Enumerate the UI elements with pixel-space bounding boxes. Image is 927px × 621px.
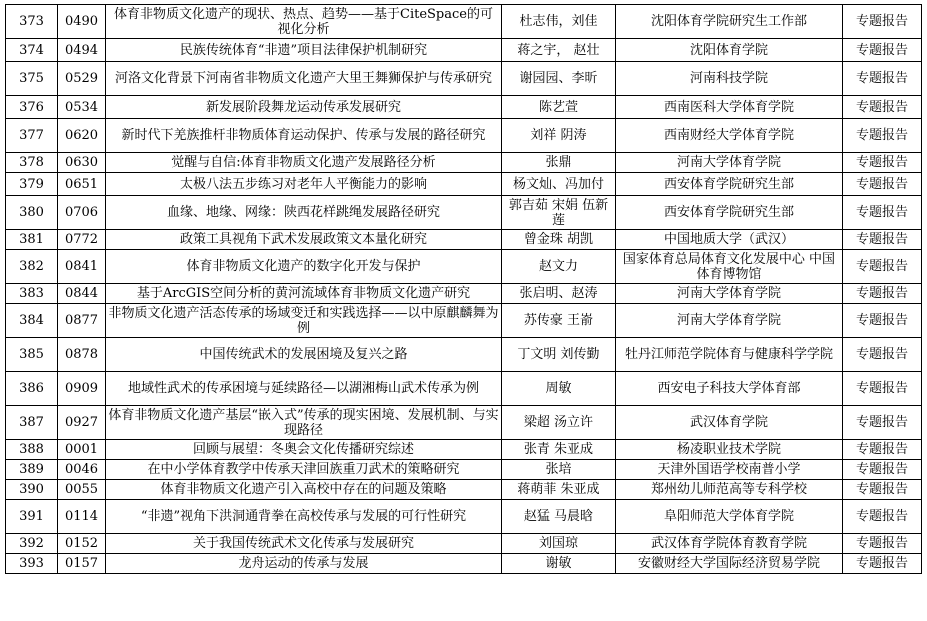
presentation-type: 专题报告 bbox=[843, 460, 922, 480]
paper-organization: 郑州幼儿师范高等专科学校 bbox=[616, 480, 843, 500]
paper-organization: 河南科技学院 bbox=[616, 62, 843, 96]
paper-code: 0651 bbox=[58, 173, 106, 196]
paper-authors: 谢敏 bbox=[502, 554, 616, 574]
paper-code: 0157 bbox=[58, 554, 106, 574]
paper-organization: 西南财经大学体育学院 bbox=[616, 119, 843, 153]
presentation-type: 专题报告 bbox=[843, 96, 922, 119]
row-number: 376 bbox=[6, 96, 58, 119]
paper-title: 新时代下羌族推杆非物质体育运动保护、传承与发展的路径研究 bbox=[106, 119, 502, 153]
paper-authors: 张青 朱亚成 bbox=[502, 440, 616, 460]
row-number: 392 bbox=[6, 534, 58, 554]
paper-title: 体育非物质文化遗产的数字化开发与保护 bbox=[106, 250, 502, 284]
table-row bbox=[6, 39, 922, 62]
paper-title: 觉醒与自信:体育非物质文化遗产发展路径分析 bbox=[106, 153, 502, 173]
presentation-type: 专题报告 bbox=[843, 196, 922, 230]
presentation-type: 专题报告 bbox=[843, 440, 922, 460]
row-number: 379 bbox=[6, 173, 58, 196]
table-row bbox=[6, 554, 922, 574]
paper-organization: 国家体育总局体育文化发展中心 中国体育博物馆 bbox=[616, 250, 843, 284]
paper-title: 河洛文化背景下河南省非物质文化遗产大里王舞狮保护与传承研究 bbox=[106, 62, 502, 96]
paper-authors: 蒋之宇， 赵壮 bbox=[502, 39, 616, 62]
paper-code: 0490 bbox=[58, 5, 106, 39]
table-row bbox=[6, 250, 922, 284]
paper-title: 地域性武术的传承困境与延续路径—以湖湘梅山武术传承为例 bbox=[106, 372, 502, 406]
paper-authors: 刘国琼 bbox=[502, 534, 616, 554]
presentation-type: 专题报告 bbox=[843, 304, 922, 338]
row-number: 375 bbox=[6, 62, 58, 96]
paper-title: “非遗”视角下洪洞通背拳在高校传承与发展的可行性研究 bbox=[106, 500, 502, 534]
presentation-type: 专题报告 bbox=[843, 480, 922, 500]
paper-code: 0706 bbox=[58, 196, 106, 230]
paper-authors: 刘祥 阴涛 bbox=[502, 119, 616, 153]
paper-code: 0630 bbox=[58, 153, 106, 173]
paper-organization: 天津外国语学校南普小学 bbox=[616, 460, 843, 480]
paper-title: 新发展阶段舞龙运动传承发展研究 bbox=[106, 96, 502, 119]
paper-code: 0620 bbox=[58, 119, 106, 153]
row-number: 377 bbox=[6, 119, 58, 153]
row-number: 385 bbox=[6, 338, 58, 372]
table-row bbox=[6, 440, 922, 460]
paper-authors: 杨文灿、冯加付 bbox=[502, 173, 616, 196]
paper-code: 0001 bbox=[58, 440, 106, 460]
paper-authors: 周敏 bbox=[502, 372, 616, 406]
row-number: 393 bbox=[6, 554, 58, 574]
paper-authors: 张启明、赵涛 bbox=[502, 284, 616, 304]
table-row bbox=[6, 230, 922, 250]
table-row bbox=[6, 62, 922, 96]
presentation-type: 专题报告 bbox=[843, 406, 922, 440]
paper-authors: 丁文明 刘传勤 bbox=[502, 338, 616, 372]
table-row bbox=[6, 500, 922, 534]
table-row bbox=[6, 460, 922, 480]
presentation-type: 专题报告 bbox=[843, 119, 922, 153]
paper-organization: 西南医科大学体育学院 bbox=[616, 96, 843, 119]
table-body bbox=[6, 5, 922, 574]
table-row bbox=[6, 153, 922, 173]
paper-title: 关于我国传统武术文化传承与发展研究 bbox=[106, 534, 502, 554]
presentation-type: 专题报告 bbox=[843, 500, 922, 534]
presentation-type: 专题报告 bbox=[843, 554, 922, 574]
paper-title: 基于ArcGIS空间分析的黄河流域体育非物质文化遗产研究 bbox=[106, 284, 502, 304]
row-number: 380 bbox=[6, 196, 58, 230]
paper-organization: 沈阳体育学院 bbox=[616, 39, 843, 62]
table-row bbox=[6, 338, 922, 372]
paper-organization: 西安体育学院研究生部 bbox=[616, 173, 843, 196]
paper-organization: 西安体育学院研究生部 bbox=[616, 196, 843, 230]
paper-organization: 沈阳体育学院研究生工作部 bbox=[616, 5, 843, 39]
row-number: 384 bbox=[6, 304, 58, 338]
table-row bbox=[6, 534, 922, 554]
table-row bbox=[6, 96, 922, 119]
paper-authors: 杜志伟，刘佳 bbox=[502, 5, 616, 39]
paper-code: 0841 bbox=[58, 250, 106, 284]
paper-code: 0529 bbox=[58, 62, 106, 96]
table-row bbox=[6, 284, 922, 304]
paper-title: 体育非物质文化遗产基层“嵌入式”传承的现实困境、发展机制、与实现路径 bbox=[106, 406, 502, 440]
presentation-type: 专题报告 bbox=[843, 153, 922, 173]
paper-organization: 西安电子科技大学体育部 bbox=[616, 372, 843, 406]
report-table-container bbox=[5, 4, 922, 574]
paper-title: 在中小学体育教学中传承天津回族重刀武术的策略研究 bbox=[106, 460, 502, 480]
paper-code: 0927 bbox=[58, 406, 106, 440]
paper-authors: 赵文力 bbox=[502, 250, 616, 284]
paper-organization: 河南大学体育学院 bbox=[616, 304, 843, 338]
presentation-type: 专题报告 bbox=[843, 5, 922, 39]
paper-organization: 阜阳师范大学体育学院 bbox=[616, 500, 843, 534]
table-row bbox=[6, 304, 922, 338]
paper-title: 血缘、地缘、网缘：陕西花样跳绳发展路径研究 bbox=[106, 196, 502, 230]
row-number: 391 bbox=[6, 500, 58, 534]
row-number: 386 bbox=[6, 372, 58, 406]
paper-title: 非物质文化遗产活态传承的场域变迁和实践选择——以中原麒麟舞为例 bbox=[106, 304, 502, 338]
paper-code: 0494 bbox=[58, 39, 106, 62]
row-number: 383 bbox=[6, 284, 58, 304]
paper-organization: 杨凌职业技术学院 bbox=[616, 440, 843, 460]
paper-organization: 中国地质大学（武汉） bbox=[616, 230, 843, 250]
paper-code: 0114 bbox=[58, 500, 106, 534]
paper-code: 0844 bbox=[58, 284, 106, 304]
table-row bbox=[6, 406, 922, 440]
paper-authors: 张鼎 bbox=[502, 153, 616, 173]
paper-authors: 谢园园、李昕 bbox=[502, 62, 616, 96]
paper-title: 民族传统体育“非遗”项目法律保护机制研究 bbox=[106, 39, 502, 62]
paper-title: 体育非物质文化遗产引入高校中存在的问题及策略 bbox=[106, 480, 502, 500]
paper-title: 中国传统武术的发展困境及复兴之路 bbox=[106, 338, 502, 372]
row-number: 378 bbox=[6, 153, 58, 173]
table-row bbox=[6, 119, 922, 153]
paper-title: 回顾与展望：冬奥会文化传播研究综述 bbox=[106, 440, 502, 460]
paper-title: 政策工具视角下武术发展政策文本量化研究 bbox=[106, 230, 502, 250]
presentation-type: 专题报告 bbox=[843, 372, 922, 406]
report-table bbox=[5, 4, 922, 574]
paper-code: 0534 bbox=[58, 96, 106, 119]
presentation-type: 专题报告 bbox=[843, 338, 922, 372]
table-row bbox=[6, 372, 922, 406]
paper-title: 龙舟运动的传承与发展 bbox=[106, 554, 502, 574]
paper-title: 体育非物质文化遗产的现状、热点、趋势——基于CiteSpace的可视化分析 bbox=[106, 5, 502, 39]
paper-organization: 武汉体育学院体育教育学院 bbox=[616, 534, 843, 554]
row-number: 389 bbox=[6, 460, 58, 480]
paper-organization: 河南大学体育学院 bbox=[616, 284, 843, 304]
row-number: 382 bbox=[6, 250, 58, 284]
row-number: 388 bbox=[6, 440, 58, 460]
presentation-type: 专题报告 bbox=[843, 284, 922, 304]
paper-code: 0046 bbox=[58, 460, 106, 480]
presentation-type: 专题报告 bbox=[843, 173, 922, 196]
paper-code: 0055 bbox=[58, 480, 106, 500]
paper-authors: 曾金珠 胡凯 bbox=[502, 230, 616, 250]
table-row bbox=[6, 480, 922, 500]
paper-code: 0772 bbox=[58, 230, 106, 250]
paper-organization: 安徽财经大学国际经济贸易学院 bbox=[616, 554, 843, 574]
paper-authors: 蒋萌菲 朱亚成 bbox=[502, 480, 616, 500]
paper-code: 0909 bbox=[58, 372, 106, 406]
paper-organization: 牡丹江师范学院体育与健康科学学院 bbox=[616, 338, 843, 372]
paper-authors: 郭吉茹 宋娟 伍新莲 bbox=[502, 196, 616, 230]
presentation-type: 专题报告 bbox=[843, 62, 922, 96]
table-row bbox=[6, 173, 922, 196]
row-number: 387 bbox=[6, 406, 58, 440]
paper-authors: 张培 bbox=[502, 460, 616, 480]
paper-authors: 陈艺萱 bbox=[502, 96, 616, 119]
paper-authors: 赵猛 马晨晗 bbox=[502, 500, 616, 534]
paper-authors: 梁超 汤立许 bbox=[502, 406, 616, 440]
paper-code: 0152 bbox=[58, 534, 106, 554]
presentation-type: 专题报告 bbox=[843, 250, 922, 284]
presentation-type: 专题报告 bbox=[843, 534, 922, 554]
paper-code: 0877 bbox=[58, 304, 106, 338]
table-row bbox=[6, 5, 922, 39]
row-number: 381 bbox=[6, 230, 58, 250]
paper-organization: 河南大学体育学院 bbox=[616, 153, 843, 173]
presentation-type: 专题报告 bbox=[843, 39, 922, 62]
table-row bbox=[6, 196, 922, 230]
paper-authors: 苏传豪 王嵛 bbox=[502, 304, 616, 338]
row-number: 374 bbox=[6, 39, 58, 62]
paper-code: 0878 bbox=[58, 338, 106, 372]
paper-title: 太极八法五步练习对老年人平衡能力的影响 bbox=[106, 173, 502, 196]
row-number: 390 bbox=[6, 480, 58, 500]
row-number: 373 bbox=[6, 5, 58, 39]
paper-organization: 武汉体育学院 bbox=[616, 406, 843, 440]
presentation-type: 专题报告 bbox=[843, 230, 922, 250]
